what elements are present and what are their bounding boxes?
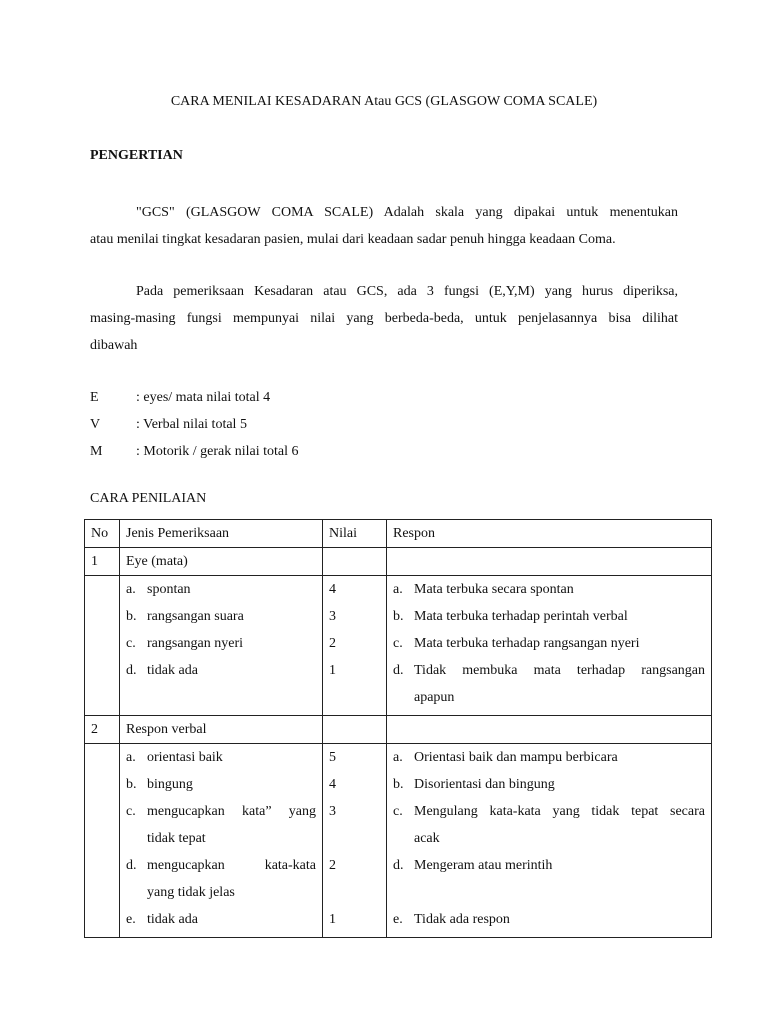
nilai-value: 3 [329, 609, 336, 624]
section-no: 1 [85, 548, 120, 576]
table-header-row [85, 520, 712, 548]
list-item-continuation: acak [414, 831, 440, 846]
list-item: b. bingung [126, 777, 193, 792]
table-row [85, 576, 712, 716]
nilai-value: 1 [329, 663, 336, 678]
header-no: No [85, 520, 120, 548]
definition-row [90, 438, 299, 465]
paragraph-line: atau menilai tingkat kesadaran pasien, mulai dari keadaan sadar penuh hingga keadaan Coma. [90, 232, 616, 247]
list-item: d. Tidak membuka mata terhadap rangsangan [393, 663, 705, 678]
nilai-value: 5 [329, 750, 336, 765]
list-item: b. Mata terbuka terhadap perintah verbal [393, 609, 628, 624]
list-item: b. Disorientasi dan bingung [393, 777, 555, 792]
table-section-row [85, 716, 712, 744]
section-name: Eye (mata) [120, 548, 323, 576]
list-item: c. Mengulang kata-kata yang tidak tepat secara [393, 804, 705, 819]
definition-key: E [90, 390, 99, 405]
list-item: d. mengucapkan kata-kata [126, 858, 316, 873]
definition-list [90, 384, 299, 465]
list-item: d. tidak ada [126, 663, 198, 678]
list-item: b. rangsangan suara [126, 609, 244, 624]
list-item-continuation: yang tidak jelas [147, 885, 235, 900]
header-respon: Respon [387, 520, 712, 548]
nilai-value: 2 [329, 858, 336, 873]
definition-key: V [90, 417, 101, 432]
section-no: 2 [85, 716, 120, 744]
nilai-cell [323, 744, 387, 938]
paragraph-line: dibawah [90, 338, 138, 353]
nilai-value: 2 [329, 636, 336, 651]
list-item: c. Mata terbuka terhadap rangsangan nyeri [393, 636, 640, 651]
paragraph-line: masing-masing fungsi mempunyai nilai yang berbeda-beda, untuk penjelasannya bisa dilihat [90, 311, 678, 326]
nilai-value: 1 [329, 912, 336, 927]
jenis-cell [120, 576, 323, 716]
list-item: a. orientasi baik [126, 750, 223, 765]
list-item: a. spontan [126, 582, 191, 597]
nilai-cell [323, 576, 387, 716]
section-name: Respon verbal [120, 716, 323, 744]
list-item: e. Tidak ada respon [393, 912, 510, 927]
list-item: a. Mata terbuka secara spontan [393, 582, 574, 597]
nilai-value: 3 [329, 804, 336, 819]
list-item: e. tidak ada [126, 912, 198, 927]
heading-cara-penilaian: CARA PENILAIAN [90, 491, 207, 506]
definition-text: : eyes/ mata nilai total 4 [136, 390, 271, 405]
definition-text: : Motorik / gerak nilai total 6 [136, 444, 299, 459]
table-section-row [85, 548, 712, 576]
gcs-table [84, 519, 712, 938]
paragraph-definition [90, 199, 678, 253]
paragraph-line: "GCS" (GLASGOW COMA SCALE) Adalah skala yang dipakai untuk menentukan [136, 205, 678, 220]
definition-row [90, 384, 299, 411]
paragraph-functions [90, 278, 678, 359]
nilai-value: 4 [329, 582, 336, 597]
list-item-spacer [393, 879, 705, 906]
definition-row [90, 411, 299, 438]
list-item-continuation: tidak tepat [147, 831, 206, 846]
jenis-cell [120, 744, 323, 938]
list-item-continuation: apapun [414, 690, 455, 705]
header-nilai: Nilai [323, 520, 387, 548]
definition-key: M [90, 444, 103, 459]
definition-text: : Verbal nilai total 5 [136, 417, 247, 432]
respon-cell [387, 576, 712, 716]
list-item: c. rangsangan nyeri [126, 636, 244, 651]
paragraph-line: Pada pemeriksaan Kesadaran atau GCS, ada 3 fungsi (E,Y,M) yang hurus diperiksa, [136, 284, 678, 299]
nilai-value: 4 [329, 777, 336, 792]
list-item: c. mengucapkan kata” yang [126, 804, 316, 819]
table-row [85, 744, 712, 938]
list-item: a. Orientasi baik dan mampu berbicara [393, 750, 618, 765]
document-title: CARA MENILAI KESADARAN Atau GCS (GLASGOW COMA SCALE) [170, 94, 598, 109]
respon-cell [387, 744, 712, 938]
list-item: d. Mengeram atau merintih [393, 858, 553, 873]
heading-pengertian: PENGERTIAN [90, 148, 183, 163]
header-jenis: Jenis Pemeriksaan [120, 520, 323, 548]
